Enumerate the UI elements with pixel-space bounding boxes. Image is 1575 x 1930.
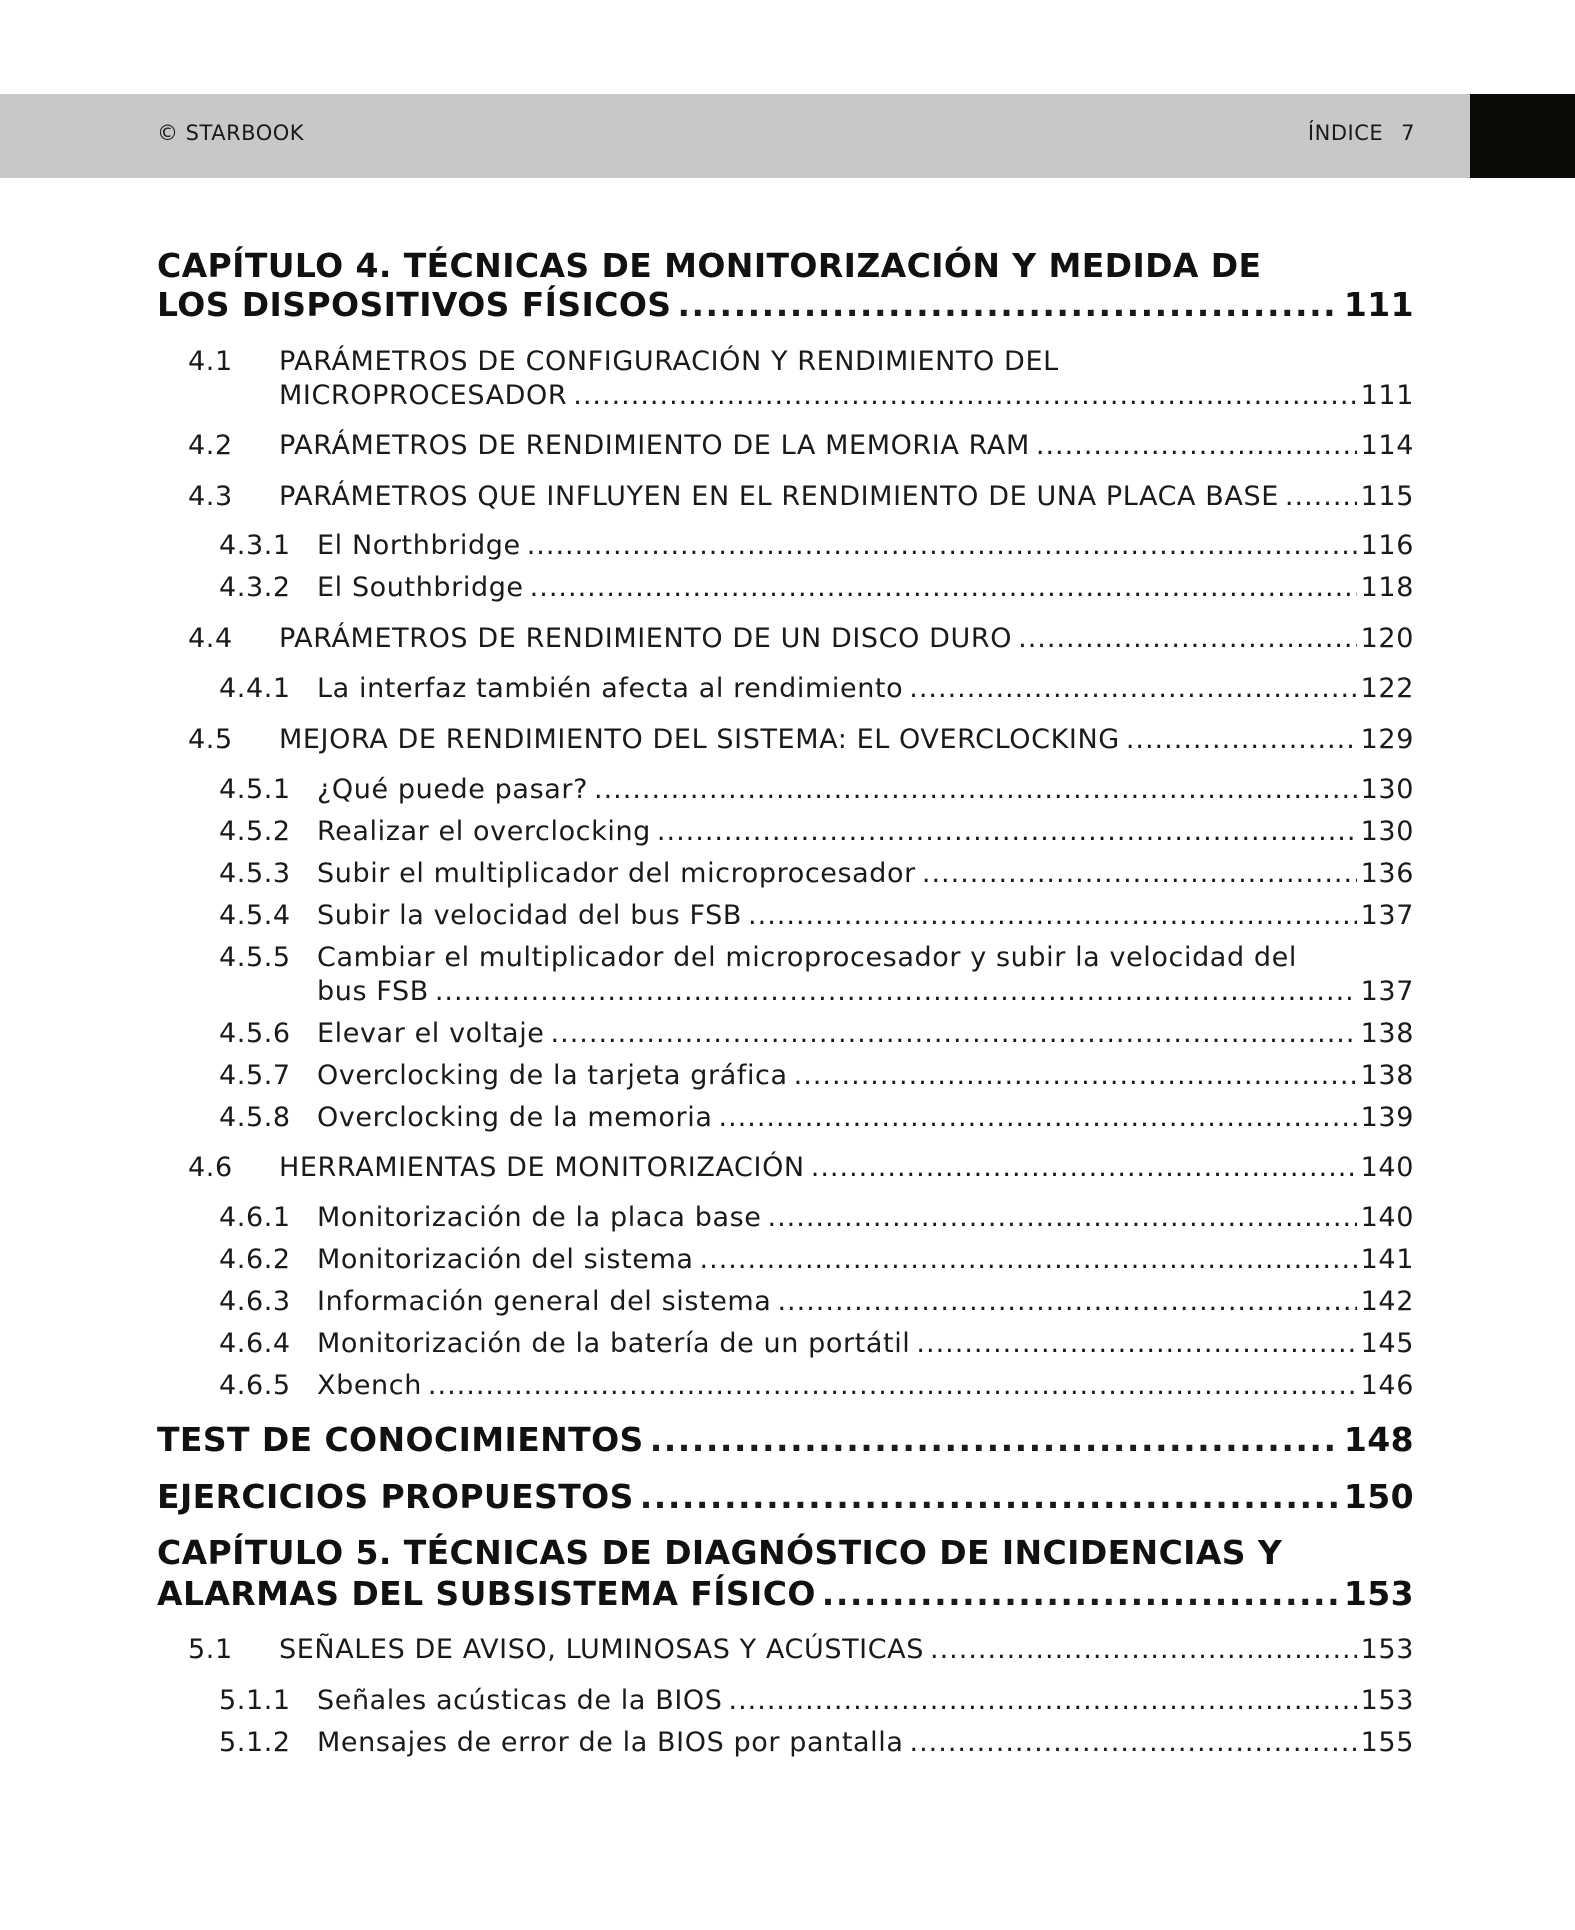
dot-leader [916, 1328, 1356, 1359]
section-title: SEÑALES DE AVISO, LUMINOSAS Y ACÚSTICAS [279, 1634, 924, 1665]
subsection-number: 4.5.8 [219, 1102, 291, 1133]
toc-page-number: 139 [1360, 1102, 1414, 1133]
toc-page-number: 153 [1343, 1574, 1414, 1613]
dot-leader [748, 900, 1357, 931]
dot-leader [1285, 481, 1357, 512]
dot-leader [435, 976, 1357, 1007]
subsection-number: 4.6.2 [219, 1244, 291, 1275]
section-number: 4.6 [188, 1152, 233, 1183]
toc-page-number: 148 [1343, 1420, 1414, 1459]
subsection-row [317, 1286, 1414, 1317]
subsection-row [317, 1018, 1414, 1049]
dot-leader [794, 1060, 1357, 1091]
toc-page-number: 137 [1360, 976, 1414, 1007]
subsection-title: El Southbridge [317, 572, 524, 603]
subsection-title: Mensajes de error de la BIOS por pantalla [317, 1727, 904, 1758]
chapter-row [157, 1477, 1414, 1516]
toc-page-number: 130 [1360, 816, 1414, 847]
subsection-row [317, 1202, 1414, 1233]
toc-page-number: 146 [1360, 1370, 1414, 1401]
subsection-title: La interfaz también afecta al rendimiento [317, 673, 904, 704]
subsection-number: 5.1.1 [219, 1685, 291, 1716]
subsection-number: 4.4.1 [219, 673, 291, 704]
subsection-title: Xbench [317, 1370, 422, 1401]
subsection-row [317, 1727, 1414, 1758]
dot-leader [909, 673, 1356, 704]
section-title: HERRAMIENTAS DE MONITORIZACIÓN [279, 1152, 805, 1183]
toc-page-number: 153 [1360, 1685, 1414, 1716]
toc-page-number: 120 [1360, 623, 1414, 654]
section-row [279, 481, 1414, 512]
toc-page-number: 111 [1360, 380, 1414, 411]
dot-leader [930, 1634, 1357, 1665]
toc-page-number: 145 [1360, 1328, 1414, 1359]
subsection-number: 4.3.2 [219, 572, 291, 603]
subsection-number: 4.5.3 [219, 858, 291, 889]
section-number: 4.3 [188, 481, 233, 512]
subsection-number: 4.6.1 [219, 1202, 291, 1233]
subsection-number: 4.5.4 [219, 900, 291, 931]
dot-leader [527, 530, 1357, 561]
subsection-title-line2-row [317, 976, 1414, 1007]
section-row [279, 430, 1414, 461]
section-row [279, 724, 1414, 755]
section-number: 5.1 [188, 1634, 233, 1665]
subsection-title: Monitorización de la batería de un portátil [317, 1328, 911, 1359]
subsection-title: El Northbridge [317, 530, 521, 561]
dot-leader [551, 1018, 1357, 1049]
section-title-line2-row [279, 380, 1414, 411]
subsection-number: 4.6.3 [219, 1286, 291, 1317]
subsection-number: 4.5.6 [219, 1018, 291, 1049]
toc-page-number: 111 [1343, 285, 1414, 324]
chapter-thumb-tab [1470, 94, 1575, 178]
subsection-title: Realizar el overclocking [317, 816, 651, 847]
toc-page-number: 140 [1360, 1152, 1414, 1183]
section-title-line1: PARÁMETROS DE CONFIGURACIÓN Y RENDIMIENTO DEL [279, 346, 1059, 377]
section-number: 4.4 [188, 623, 233, 654]
toc-page-number: 137 [1360, 900, 1414, 931]
chapter-title-line2-row [157, 1574, 1414, 1613]
toc-page-number: 155 [1360, 1727, 1414, 1758]
chapter-title-line1: CAPÍTULO 5. TÉCNICAS DE DIAGNÓSTICO DE INCIDENCIAS Y [157, 1533, 1283, 1572]
subsection-number: 4.5.7 [219, 1060, 291, 1091]
subsection-number: 4.6.5 [219, 1370, 291, 1401]
subsection-number: 5.1.2 [219, 1727, 291, 1758]
subsection-row [317, 774, 1414, 805]
dot-leader [594, 774, 1357, 805]
subsection-row [317, 900, 1414, 931]
section-row [279, 623, 1414, 654]
dot-leader [1018, 623, 1357, 654]
dot-leader [718, 1102, 1356, 1133]
dot-leader [822, 1574, 1340, 1613]
toc-page-number: 141 [1360, 1244, 1414, 1275]
section-row [279, 1152, 1414, 1183]
toc-page-number: 138 [1360, 1018, 1414, 1049]
subsection-title: Overclocking de la memoria [317, 1102, 713, 1133]
publisher-label: © STARBOOK [157, 121, 305, 145]
subsection-number: 4.5.5 [219, 942, 291, 973]
chapter-title-line2: ALARMAS DEL SUBSISTEMA FÍSICO [157, 1574, 816, 1613]
toc-page-number: 122 [1360, 673, 1414, 704]
toc-page-number: 140 [1360, 1202, 1414, 1233]
subsection-title: ¿Qué puede pasar? [317, 774, 589, 805]
dot-leader [1126, 724, 1357, 755]
dot-leader [768, 1202, 1357, 1233]
subsection-title: Señales acústicas de la BIOS [317, 1685, 723, 1716]
running-header-right [1308, 121, 1415, 145]
toc-page-number: 153 [1360, 1634, 1414, 1665]
subsection-title-line2: bus FSB [317, 976, 429, 1007]
toc-page-number: 118 [1360, 572, 1414, 603]
subsection-title: Subir la velocidad del bus FSB [317, 900, 743, 931]
chapter-title-line2: LOS DISPOSITIVOS FÍSICOS [157, 285, 672, 324]
subsection-row [317, 858, 1414, 889]
dot-leader [700, 1244, 1357, 1275]
chapter-row [157, 1420, 1414, 1459]
section-number: 4.5 [188, 724, 233, 755]
chapter-title-line2-row [157, 285, 1414, 324]
toc-page-number: 116 [1360, 530, 1414, 561]
page-number: 7 [1401, 121, 1415, 145]
toc-page-number: 136 [1360, 858, 1414, 889]
subsection-number: 4.5.1 [219, 774, 291, 805]
dot-leader [530, 572, 1357, 603]
subsection-title: Monitorización de la placa base [317, 1202, 762, 1233]
dot-leader [777, 1286, 1356, 1317]
dot-leader [640, 1477, 1340, 1516]
section-title: PARÁMETROS QUE INFLUYEN EN EL RENDIMIENTO DE UNA PLACA BASE [279, 481, 1279, 512]
dot-leader [922, 858, 1357, 889]
dot-leader [677, 285, 1339, 324]
subsection-title: Monitorización del sistema [317, 1244, 694, 1275]
section-title: PARÁMETROS DE RENDIMIENTO DE UN DISCO DURO [279, 623, 1013, 654]
toc-page-number: 129 [1360, 724, 1414, 755]
section-title-line2: MICROPROCESADOR [279, 380, 568, 411]
subsection-title: Elevar el voltaje [317, 1018, 545, 1049]
subsection-row [317, 1370, 1414, 1401]
dot-leader [573, 380, 1356, 411]
subsection-number: 4.5.2 [219, 816, 291, 847]
section-row [279, 1634, 1414, 1665]
section-number: 4.2 [188, 430, 233, 461]
subsection-row [317, 1102, 1414, 1133]
subsection-title: Subir el multiplicador del microprocesador [317, 858, 916, 889]
subsection-title-line1: Cambiar el multiplicador del microprocesador y subir la velocidad del [317, 942, 1297, 973]
dot-leader [811, 1152, 1357, 1183]
subsection-row [317, 530, 1414, 561]
section-number: 4.1 [188, 346, 233, 377]
section-name: ÍNDICE [1307, 121, 1384, 145]
subsection-title: Overclocking de la tarjeta gráfica [317, 1060, 788, 1091]
subsection-row [317, 816, 1414, 847]
dot-leader [1036, 430, 1357, 461]
chapter-title-line1: CAPÍTULO 4. TÉCNICAS DE MONITORIZACIÓN Y MEDIDA DE [157, 246, 1262, 285]
subsection-row [317, 673, 1414, 704]
subsection-number: 4.3.1 [219, 530, 291, 561]
toc-page-number: 114 [1360, 430, 1414, 461]
dot-leader [657, 816, 1357, 847]
toc-page-number: 150 [1343, 1477, 1414, 1516]
subsection-row [317, 1328, 1414, 1359]
toc-page-number: 142 [1360, 1286, 1414, 1317]
dot-leader [910, 1727, 1357, 1758]
subsection-number: 4.6.4 [219, 1328, 291, 1359]
dot-leader [650, 1420, 1340, 1459]
chapter-title: EJERCICIOS PROPUESTOS [157, 1477, 634, 1516]
toc-page-number: 138 [1360, 1060, 1414, 1091]
toc-page-number: 115 [1360, 481, 1414, 512]
subsection-row [317, 1685, 1414, 1716]
section-title: PARÁMETROS DE RENDIMIENTO DE LA MEMORIA RAM [279, 430, 1030, 461]
subsection-row [317, 1244, 1414, 1275]
subsection-title: Información general del sistema [317, 1286, 772, 1317]
subsection-row [317, 1060, 1414, 1091]
chapter-title: TEST DE CONOCIMIENTOS [157, 1420, 644, 1459]
dot-leader [428, 1370, 1357, 1401]
section-title: MEJORA DE RENDIMIENTO DEL SISTEMA: EL OVERCLOCKING [279, 724, 1120, 755]
subsection-row [317, 572, 1414, 603]
toc-page-number: 130 [1360, 774, 1414, 805]
dot-leader [729, 1685, 1357, 1716]
